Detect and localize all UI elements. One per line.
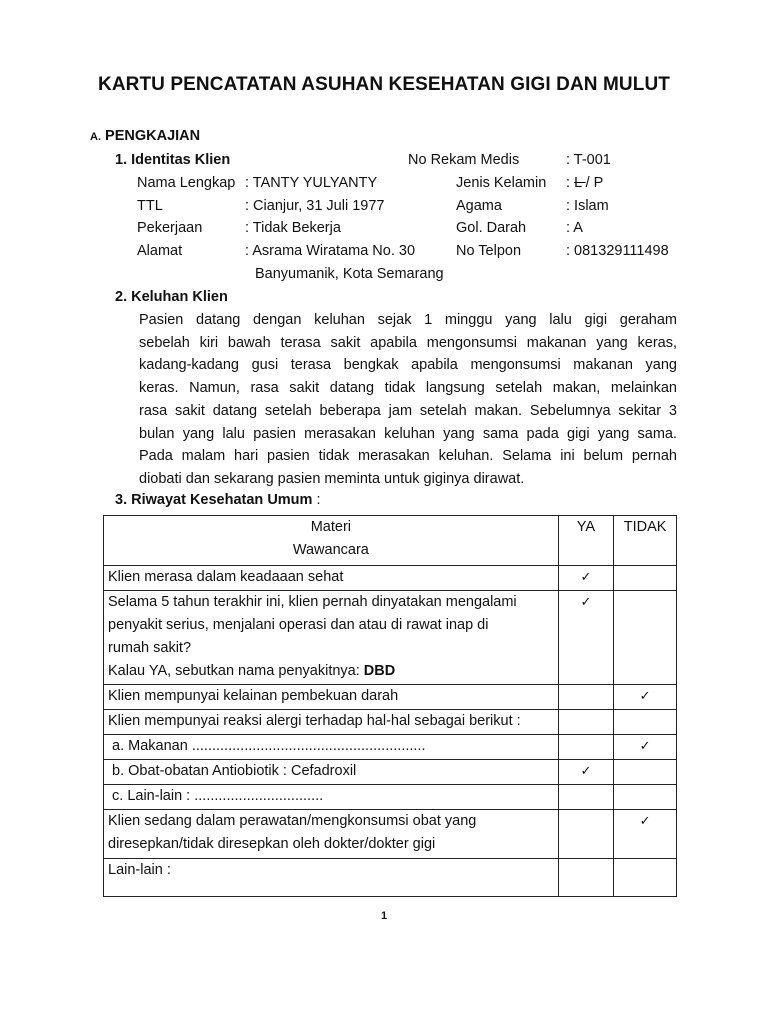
agama-value: : Islam: [566, 198, 609, 214]
riwayat-table: [103, 515, 677, 897]
keluhan-line: Pasien datang dengan keluhan sejak 1 minggu yang lalu gigi geraham: [139, 312, 677, 328]
keluhan-paragraph: [139, 309, 677, 491]
check-icon: ✓: [639, 688, 651, 703]
rekam-medis-label: No Rekam Medis: [408, 152, 520, 168]
row-text: [104, 591, 559, 685]
table-row: [104, 735, 677, 760]
section-a-label: PENGKAJIAN: [105, 128, 201, 144]
header-materi: [104, 516, 559, 566]
nama-value: : TANTY YULYANTY: [245, 175, 378, 191]
row-tidak: [614, 859, 677, 897]
row-line: penyakit serius, menjalani operasi dan atau di rawat inap di: [108, 617, 489, 633]
page-number: 1: [380, 910, 388, 922]
riwayat-heading-colon: :: [312, 492, 321, 508]
row-tidak: [614, 591, 677, 685]
row-tidak: [614, 735, 677, 760]
keluhan-line: sebelah kiri bawah terasa sakit apabila mengonsumsi makanan yang keras,: [139, 334, 677, 351]
gol-darah-value: : A: [566, 220, 583, 236]
penyakit-prompt: Kalau YA, sebutkan nama penyakitnya:: [108, 663, 364, 679]
header-materi-line1: Materi: [310, 519, 351, 535]
alamat-line2: Banyumanik, Kota Semarang: [255, 266, 444, 282]
row-tidak: [614, 685, 677, 710]
row-tidak: [614, 810, 677, 859]
alamat-label: Alamat: [137, 243, 183, 259]
table-row: [104, 685, 677, 710]
pekerjaan-label: Pekerjaan: [137, 220, 203, 236]
check-icon: ✓: [580, 594, 592, 609]
row-ya: [558, 735, 613, 760]
row-ya: [558, 710, 613, 735]
header-materi-line2: Wawancara: [292, 542, 369, 558]
keluhan-line: Pada malam hari pasien tidak merasakan keluhan. Selama ini belum pernah: [139, 448, 677, 465]
row-line: rumah sakit?: [108, 640, 192, 656]
identitas-heading: 1. Identitas Klien: [115, 152, 231, 168]
table-row: [104, 810, 677, 859]
penyakit-value: DBD: [363, 663, 396, 679]
header-ya: YA: [558, 516, 613, 566]
section-a-heading: [90, 128, 200, 144]
row-text: Klien merasa dalam keadaaan sehat: [104, 566, 559, 591]
row-text: c. Lain-lain : ................................: [104, 785, 559, 810]
row-text: Klien mempunyai kelainan pembekuan darah: [104, 685, 559, 710]
keluhan-heading: 2. Keluhan Klien: [115, 289, 228, 305]
header-tidak: TIDAK: [614, 516, 677, 566]
keluhan-line: rasa sakit datang setelah beberapa jam setelah makan. Sebelumnya sekitar 3: [139, 402, 677, 419]
row-text: b. Obat-obatan Antiobiotik : Cefadroxil: [104, 760, 559, 785]
telpon-value: : 081329111498: [566, 243, 669, 259]
check-icon: ✓: [580, 569, 592, 584]
ttl-label: TTL: [137, 198, 163, 214]
riwayat-heading-label: 3. Riwayat Kesehatan Umum: [115, 492, 313, 508]
agama-label: Agama: [456, 198, 502, 214]
jenis-kelamin-struck: L: [574, 175, 586, 191]
page-title: KARTU PENCATATAN ASUHAN KESEHATAN GIGI DAN MULUT: [98, 74, 670, 95]
keluhan-line: keras. Namun, rasa sakit datang tidak langsung setelah makan, melainkan: [139, 380, 677, 397]
table-row: [104, 566, 677, 591]
row-line: Klien sedang dalam perawatan/mengkonsumsi obat yang: [108, 813, 477, 829]
table-row: [104, 710, 677, 735]
jenis-kelamin-colon: :: [566, 175, 575, 191]
table-row: [104, 591, 677, 685]
gol-darah-label: Gol. Darah: [456, 220, 527, 236]
check-icon: ✓: [580, 763, 592, 778]
row-line: [108, 660, 554, 683]
row-text: [104, 810, 559, 859]
row-text: Lain-lain :: [104, 859, 559, 897]
keluhan-line: kadang-kadang gusi terasa bengkak apabila mengonsumsi makanan yang: [139, 357, 677, 374]
riwayat-heading: [115, 492, 321, 508]
table-row: [104, 760, 677, 785]
row-tidak: [614, 566, 677, 591]
table-row: [104, 785, 677, 810]
row-line: diresepkan/tidak diresepkan oleh dokter/dokter gigi: [108, 836, 436, 852]
check-icon: ✓: [639, 738, 651, 753]
row-ya: [558, 760, 613, 785]
keluhan-line: bulan yang lalu pasien merasakan keluhan yang sama pada gigi yang sama.: [139, 425, 677, 442]
rekam-medis-value: : T-001: [566, 152, 611, 168]
ttl-value: : Cianjur, 31 Juli 1977: [245, 198, 385, 214]
row-ya: [558, 591, 613, 685]
jenis-kelamin-value: [566, 175, 603, 191]
alamat-value: : Asrama Wiratama No. 30: [245, 243, 416, 259]
row-ya: [558, 785, 613, 810]
row-ya: [558, 566, 613, 591]
telpon-label: No Telpon: [456, 243, 522, 259]
check-icon: ✓: [639, 813, 651, 828]
row-text: Klien mempunyai reaksi alergi terhadap hal-hal sebagai berikut :: [104, 710, 559, 735]
row-ya: [558, 685, 613, 710]
nama-label: Nama Lengkap: [137, 175, 236, 191]
row-ya: [558, 859, 613, 897]
row-line: Selama 5 tahun terakhir ini, klien pernah dinyatakan mengalami: [108, 594, 517, 610]
table-row: [104, 859, 677, 897]
section-a-letter: A.: [90, 131, 101, 143]
pekerjaan-value: : Tidak Bekerja: [245, 220, 341, 236]
row-tidak: [614, 760, 677, 785]
table-header-row: [104, 516, 677, 566]
row-text: a. Makanan ..........................................................: [104, 735, 559, 760]
row-ya: [558, 810, 613, 859]
row-tidak: [614, 710, 677, 735]
keluhan-line: diobati dan sekarang pasien meminta untuk giginya dirawat.: [139, 470, 525, 487]
jenis-kelamin-rest: / P: [585, 175, 604, 191]
row-tidak: [614, 785, 677, 810]
jenis-kelamin-label: Jenis Kelamin: [456, 175, 547, 191]
